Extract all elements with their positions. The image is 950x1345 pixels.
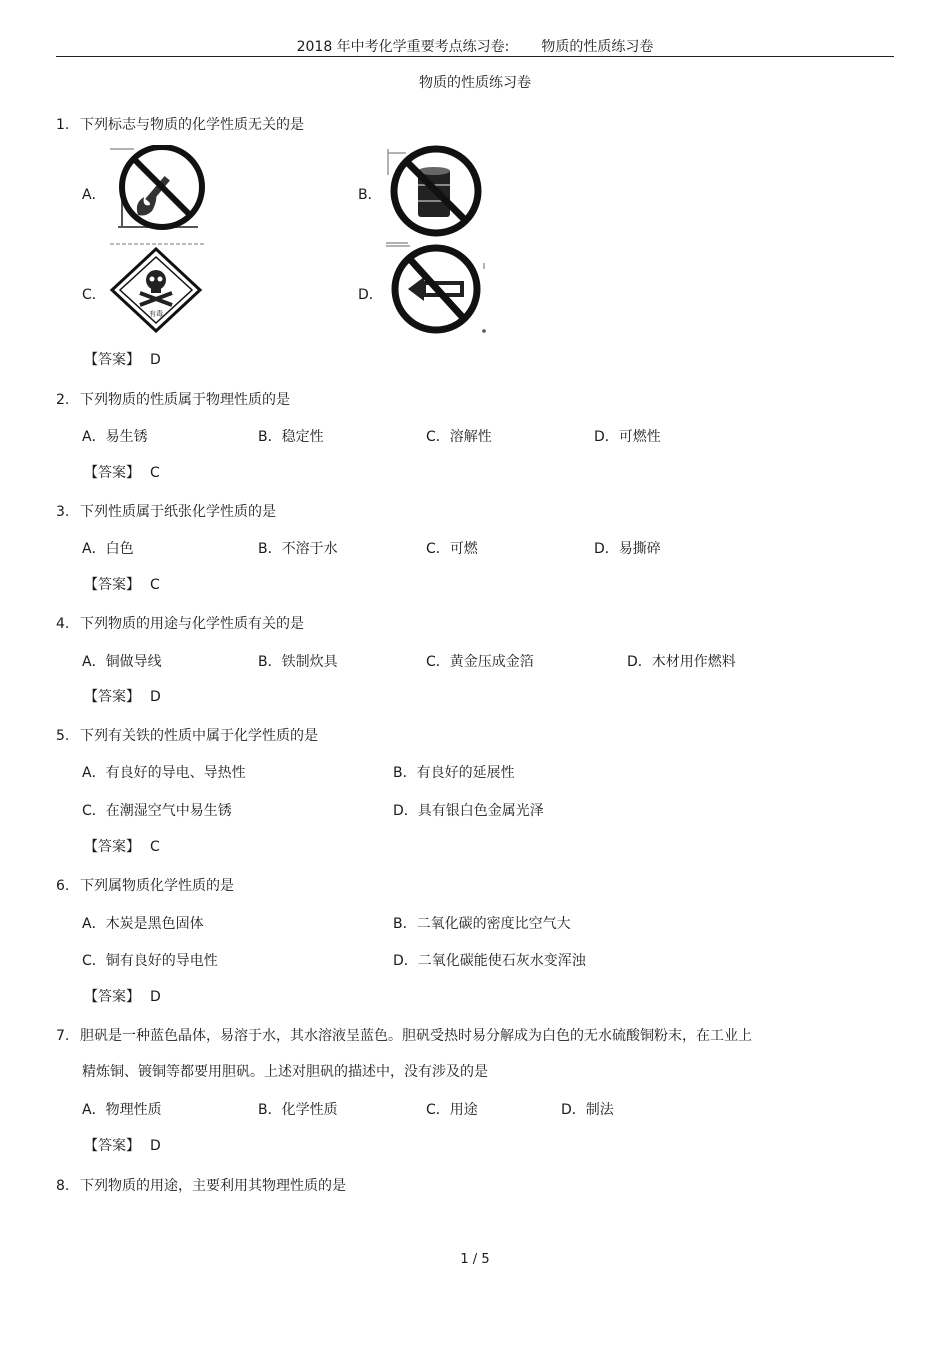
option-d: D．木材用作燃料	[627, 654, 736, 670]
option-a: A．有良好的导电、导热性	[82, 765, 246, 781]
page-header	[0, 36, 950, 56]
option-b: B．不溶于水	[258, 541, 338, 557]
no-barrel-icon	[384, 145, 488, 245]
option-d: D．制法	[561, 1102, 614, 1118]
answer-label: 【答案】	[84, 465, 140, 481]
toxic-skull-icon	[108, 247, 204, 333]
option-c: C．铜有良好的导电性	[82, 953, 218, 969]
option-c: C．黄金压成金箔	[426, 654, 534, 670]
answer-value: D	[150, 1138, 161, 1154]
option-c: C．在潮湿空气中易生锈	[82, 803, 232, 819]
question-6	[56, 875, 234, 895]
option-b: B．稳定性	[258, 429, 324, 445]
option-a: A．物理性质	[82, 1102, 162, 1118]
answer-value: D	[150, 352, 161, 368]
question-number: 2.	[56, 392, 70, 408]
answer-label: 【答案】	[84, 352, 140, 368]
question-3	[56, 501, 276, 521]
page-number: 1 / 5	[460, 1252, 490, 1267]
option-a: A．	[82, 187, 106, 203]
question-7	[56, 1025, 752, 1045]
question-number: 4.	[56, 616, 70, 632]
header-right: 物质的性质练习卷	[541, 39, 654, 55]
question-stem: 下列标志与物质的化学性质无关的是	[80, 117, 304, 133]
question-1	[56, 114, 304, 134]
answer-3	[84, 574, 160, 594]
option-c: C．可燃	[426, 541, 478, 557]
question-8	[56, 1175, 346, 1195]
answer-6	[84, 986, 161, 1006]
sign-text-toxic: 有毒	[149, 310, 163, 318]
option-a: A．易生锈	[82, 429, 148, 445]
answer-7	[84, 1135, 161, 1155]
question-stem: 下列性质属于纸张化学性质的是	[80, 504, 276, 520]
option-b: B．有良好的延展性	[393, 765, 515, 781]
option-c: C．用途	[426, 1102, 478, 1118]
question-2	[56, 389, 290, 409]
answer-5	[84, 836, 160, 856]
answer-value: C	[150, 577, 160, 593]
option-d: D．具有银白色金属光泽	[393, 803, 544, 819]
option-b: B．二氧化碳的密度比空气大	[393, 916, 571, 932]
answer-label: 【答案】	[84, 989, 140, 1005]
question-stem: 下列物质的用途与化学性质有关的是	[80, 616, 304, 632]
question-5	[56, 725, 318, 745]
question-number: 7.	[56, 1028, 70, 1044]
answer-label: 【答案】	[84, 577, 140, 593]
option-a: A．铜做导线	[82, 654, 162, 670]
option-a: A．白色	[82, 541, 134, 557]
option-c: C．	[82, 287, 106, 303]
option-b: B．化学性质	[258, 1102, 338, 1118]
question-stem: 下列属物质化学性质的是	[80, 878, 234, 894]
option-d: D．	[358, 287, 383, 303]
answer-4	[84, 686, 161, 706]
question-number: 3.	[56, 504, 70, 520]
answer-value: D	[150, 689, 161, 705]
answer-value: C	[150, 465, 160, 481]
question-number: 1.	[56, 117, 70, 133]
question-stem: 下列有关铁的性质中属于化学性质的是	[80, 728, 318, 744]
question-stem-line2: 精炼铜、镀铜等都要用胆矾。上述对胆矾的描述中，没有涉及的是	[82, 1064, 488, 1080]
question-number: 5.	[56, 728, 70, 744]
question-stem: 下列物质的用途，主要利用其物理性质的是	[80, 1178, 346, 1194]
no-fire-icon	[108, 145, 208, 251]
option-b: B．	[358, 187, 382, 203]
no-horn-icon	[384, 243, 490, 335]
answer-value: D	[150, 989, 161, 1005]
option-d: D．可燃性	[594, 429, 661, 445]
answer-label: 【答案】	[84, 1138, 140, 1154]
question-4	[56, 613, 304, 633]
question-stem: 胆矾是一种蓝色晶体，易溶于水，其水溶液呈蓝色。胆矾受热时易分解成为白色的无水硫酸铜粉末，在工业上	[80, 1028, 752, 1044]
question-number: 8.	[56, 1178, 70, 1194]
answer-value: C	[150, 839, 160, 855]
option-c: C．溶解性	[426, 429, 492, 445]
option-b: B．铁制炊具	[258, 654, 338, 670]
answer-label: 【答案】	[84, 689, 140, 705]
answer-label: 【答案】	[84, 839, 140, 855]
question-number: 6.	[56, 878, 70, 894]
answer-2	[84, 462, 160, 482]
option-d: D．易撕碎	[594, 541, 661, 557]
header-left: 2018 年中考化学重要考点练习卷:	[296, 39, 510, 55]
answer-1	[84, 349, 161, 369]
option-d: D．二氧化碳能使石灰水变浑浊	[393, 953, 586, 969]
header-rule	[56, 56, 894, 57]
question-stem: 下列物质的性质属于物理性质的是	[80, 392, 290, 408]
option-a: A．木炭是黑色固体	[82, 916, 204, 932]
page-title: 物质的性质练习卷	[419, 75, 531, 91]
